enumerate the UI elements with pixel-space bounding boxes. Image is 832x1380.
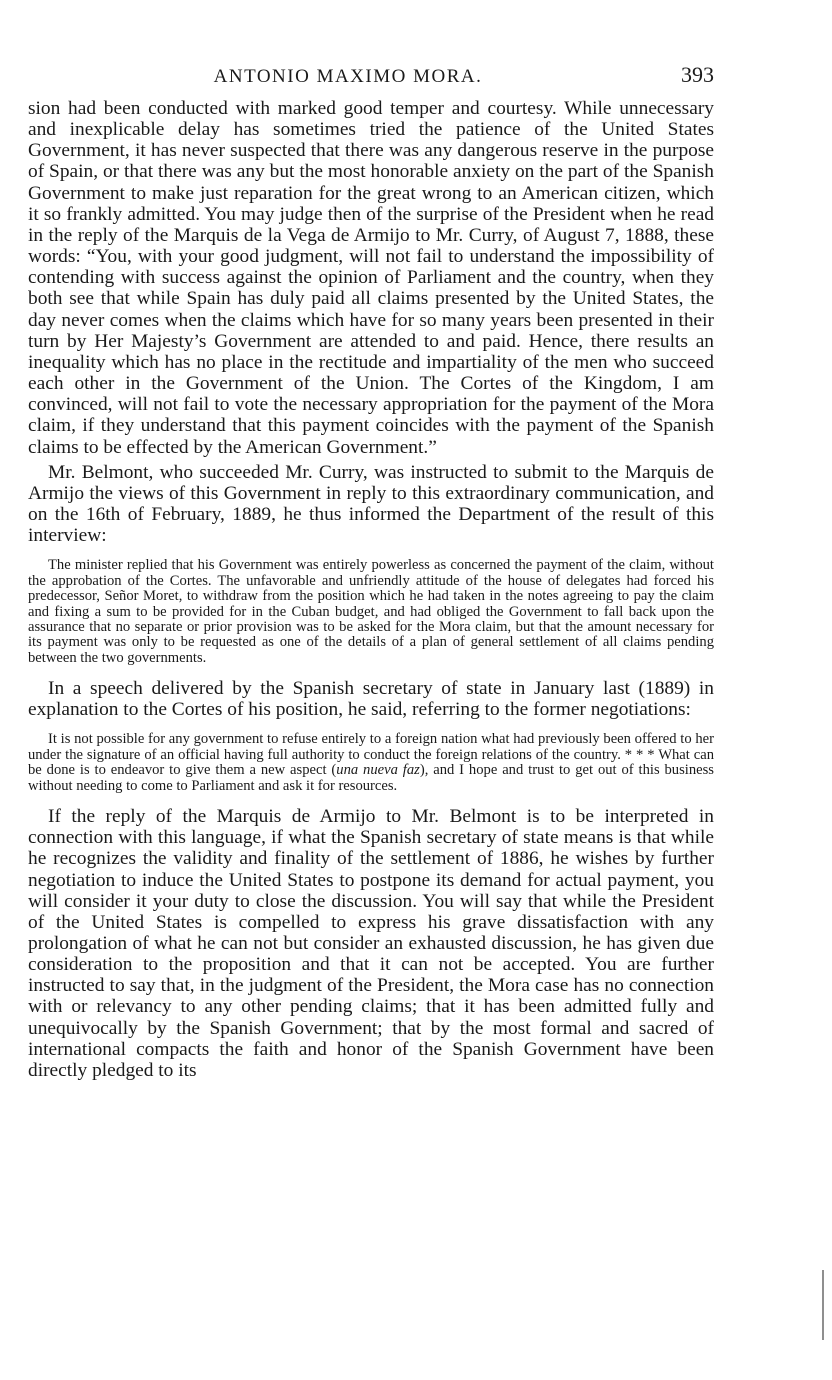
running-title: ANTONIO MAXIMO MORA. (213, 66, 483, 87)
paragraph-4: If the reply of the Marquis de Armijo to Mr. Belmont is to be interpreted in connection with this language, if what the Spanish secretary of state means is that while he recognizes the validity and finality of the settlement of 1886, he wishes by further negotiation to induce the United States to postpone its demand for actual payment, you will consider it your duty to close the discussion. You will say that while the President of the United States is compelled to express his grave dissatisfaction with any prolongation of what he can not but consider an exhausted discussion, he has given due consideration to the proposition and that it can not be accepted. You are further instructed to say that, in the judgment of the President, the Mora case has no connection with or relevancy to any other pending claims; that it has been admitted fully and unequivocally by the Spanish Government; that by the most formal and sacred of international compacts the faith and honor of the Spanish Government have been directly pledged to its (28, 806, 714, 1081)
paragraph-3: In a speech delivered by the Spanish secretary of state in January last (1889) in explanation to the Cortes of his position, he said, referring to the former negotiations: (28, 678, 714, 721)
quote-2-text-start: It is not possible for any government to refuse entirely to a foreign nation what had previously been offered to her under the signature of an official having full authority to conduct the foreign relations of the country. * * * What can be done is to endeavor to give them a new aspect ( (28, 731, 714, 779)
quote-2-text-end: ), and I hope and trust to get out of this business without needing to come to Parliament and ask it for resources. (28, 762, 714, 794)
block-quote-2 (28, 732, 714, 794)
margin-scan-mark (822, 1270, 824, 1340)
paragraph-2: Mr. Belmont, who succeeded Mr. Curry, was instructed to submit to the Marquis de Armijo the views of this Government in reply to this extraordinary communication, and on the 16th of February, 1889, he thus informed the Department of the result of this interview: (28, 461, 714, 547)
page-number: 393 (681, 62, 714, 87)
page-header (28, 62, 714, 94)
quote-2-italic-phrase: una nueva faz (336, 762, 420, 779)
document-page (28, 62, 714, 1081)
paragraph-1: sion had been conducted with marked good temper and courtesy. While unnecessary and inexplicable delay has sometimes tried the patience of the United States Government, it has never suspected that there was any dangerous reserve in the purpose of Spain, or that there was any but the most honorable anxiety on the part of the Spanish Government to make just reparation for the great wrong to an American citizen, which it so frankly admitted. You may judge then of the surprise of the President when he read in the reply of the Marquis de la Vega de Armijo to Mr. Curry, of August 7, 1888, these words: “You, with your good judgment, will not fail to understand the impossibility of contending with success against the opinion of Parliament and the country, when they both see that while Spain has duly paid all claims presented by the United States, the day never comes when the claims which have for so many years been presented in their turn by Her Majesty’s Government are attended to and paid. Hence, there results an inequality which has no place in the rectitude and impartiality of the men who succeed each other in the Government of the Union. The Cortes of the Kingdom, I am convinced, will not fail to vote the necessary appropriation for the payment of the Mora claim, if they understand that this payment coincides with the payment of the Spanish claims to be effected by the American Government.” (28, 98, 714, 458)
block-quote-1: The minister replied that his Government was entirely powerless as concerned the payment of the claim, without the approbation of the Cortes. The unfavorable and unfriendly attitude of the house of delegates had forced his predecessor, Señor Moret, to withdraw from the position which he had taken in the notes agreeing to pay the claim and fixing a sum to be provided for in the Cuban budget, and had obliged the Government to fall back upon the assurance that no separate or prior provision was to be asked for the Mora claim, but that the amount necessary for its payment was only to be requested as one of the details of a plan of general settlement of all claims pending between the two governments. (28, 557, 714, 666)
